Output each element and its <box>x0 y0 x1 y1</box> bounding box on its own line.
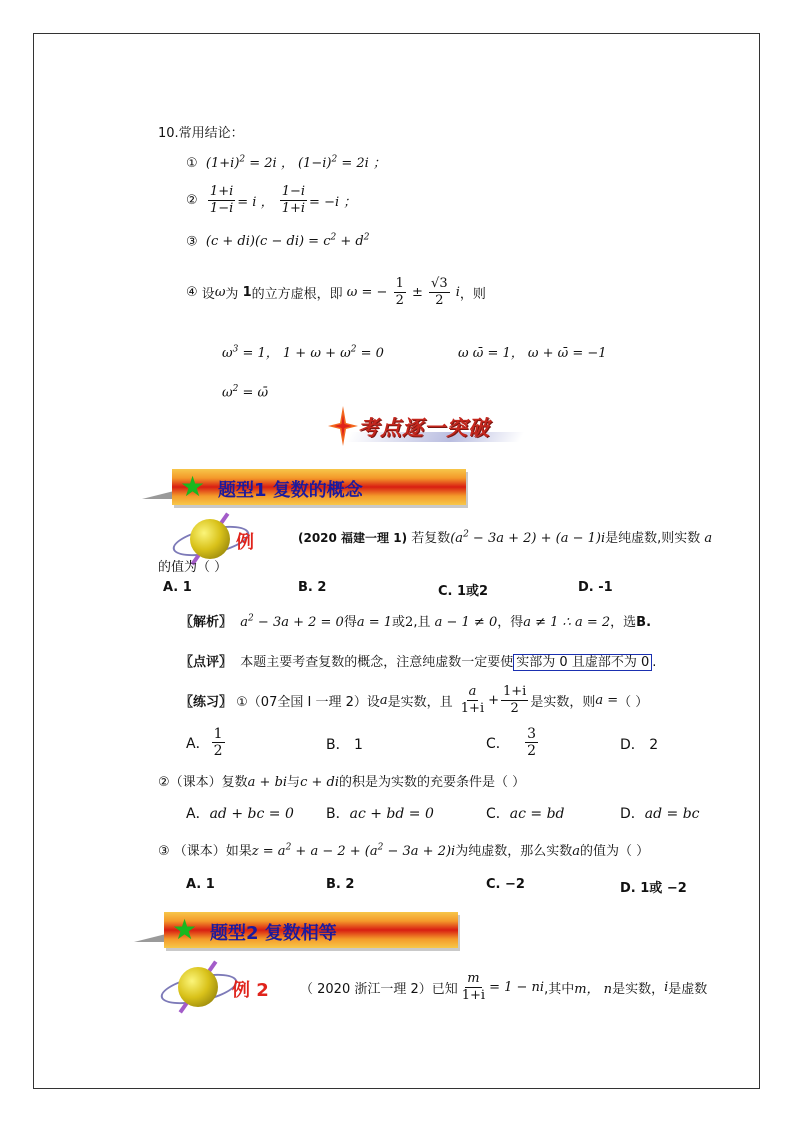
example1-choice-b: B. 2 <box>298 580 327 595</box>
globe <box>178 967 218 1007</box>
example1-question: (2020 福建一理 1) 若复数$(a^2 - 3a + 2) + (a - 1)i$是纯虚数,则实数 a <box>298 529 713 546</box>
green-star-icon: ★ <box>172 913 198 946</box>
practice-q2-choice-a: A．ad + bc = 0 <box>186 806 294 822</box>
type2-heading-text: 题型2 复数相等 <box>210 923 337 944</box>
example1-question-cont: 的值为（ ） <box>158 560 228 575</box>
practice-q2-choice-d: D．ad = bc <box>620 806 700 822</box>
conclusions-title: 10.常用结论： <box>158 126 244 141</box>
practice-q3-choice-d: D. 1或 −2 <box>620 881 687 896</box>
practice-q2-choice-c: C．ac = bd <box>486 806 565 822</box>
practice-q2-choice-b: B．ac + bd = 0 <box>326 806 434 822</box>
practice-q1-choice-c: C． $\frac{3}{2}$ <box>486 726 537 759</box>
practice-q2: ②（课本）复数a + bi与c + di的积是为实数的充要条件是（ ） <box>158 775 526 790</box>
practice-q3-choice-c: C. −2 <box>486 877 525 892</box>
omega-identities-right: ω ω̄ = 1， ω + ω̄ = −1 <box>458 346 607 361</box>
type1-heading <box>142 469 472 507</box>
globe <box>190 519 230 559</box>
practice-q1: 〖练习〗 ①（07全国 I 一理 2）设a是实数，且 $\frac{a}{1+i}$ + $\frac{1+i}{2}$ 是实数，则a =（ ） <box>180 684 649 716</box>
conclusion-item-1: ① $(1+i)^2 = 2i$ ， $(1-i)^2 = 2i$ ； <box>186 154 386 171</box>
example1-choice-a: A. 1 <box>163 580 192 595</box>
section-banner <box>328 406 524 448</box>
type2-banner-bar <box>164 912 458 948</box>
example1-choice-c: C. 1或2 <box>438 584 489 599</box>
sparkle-star-icon <box>328 406 358 446</box>
practice-q3-choice-b: B. 2 <box>326 877 355 892</box>
practice-q3-choice-a: A. 1 <box>186 877 215 892</box>
practice-q3: ③ （课本）如果$z = a^2 + a - 2 + (a^2 - 3a + 2)i$为纯虚数，那么实数a的值为（ ） <box>158 842 650 859</box>
omega-identity-conjugate: $\omega^2$ = ω̄ <box>222 384 269 401</box>
example2-label: 例 2 <box>232 980 269 1001</box>
example1-comment: 〖点评〗 本题主要考查复数的概念，注意纯虚数一定要使 实部为 0 且虚部不为 0 . <box>180 655 657 670</box>
conclusion-item-3: ③ $(c + di)(c - di) = c^2 + d^2$ <box>186 233 370 250</box>
section-banner-text: 考点逐一突破 <box>358 416 490 440</box>
key-point-box: 实部为 0 且虚部不为 0 <box>513 654 652 671</box>
example1-label: 例 <box>236 532 254 553</box>
practice-q1-choice-d: D． 2 <box>620 737 659 753</box>
practice-q1-choice-a: A． $\frac{1}{2}$ <box>186 726 223 759</box>
type1-heading-text: 题型1 复数的概念 <box>218 480 363 501</box>
example2-question: （ 2020 浙江一理 2）已知 $\frac{m}{1+i}$ = 1 − ni,其中m， n是实数，i是虚数 <box>300 971 708 1003</box>
type1-banner-bar <box>172 469 466 505</box>
green-star-icon: ★ <box>180 470 206 503</box>
conclusion-item-2: ② $\frac{1+i}{1-i}$ = i ， $\frac{1-i}{1+i}$ = −i ； <box>186 184 357 216</box>
example1-choice-d: D. -1 <box>578 580 613 595</box>
example1-analysis: 〖解析〗 $a^2 - 3a + 2 = 0$得a = 1或2,且 a − 1 ≠ 0，得a ≠ 1 ∴ a = 2，选B. <box>180 613 652 630</box>
omega-identities-left: $\omega^3 = 1$， $1 + \omega + \omega^2 = 0$ <box>222 344 384 361</box>
practice-q1-choice-b: B． 1 <box>326 737 363 753</box>
conclusion-item-4: ④ 设ω为 1的立方虚根，即 ω = − $\frac{1}{2}$ ± $\frac{√3}{2}$ i，则 <box>186 276 486 308</box>
example2-globe-icon <box>160 962 280 1012</box>
type2-heading <box>134 912 464 950</box>
